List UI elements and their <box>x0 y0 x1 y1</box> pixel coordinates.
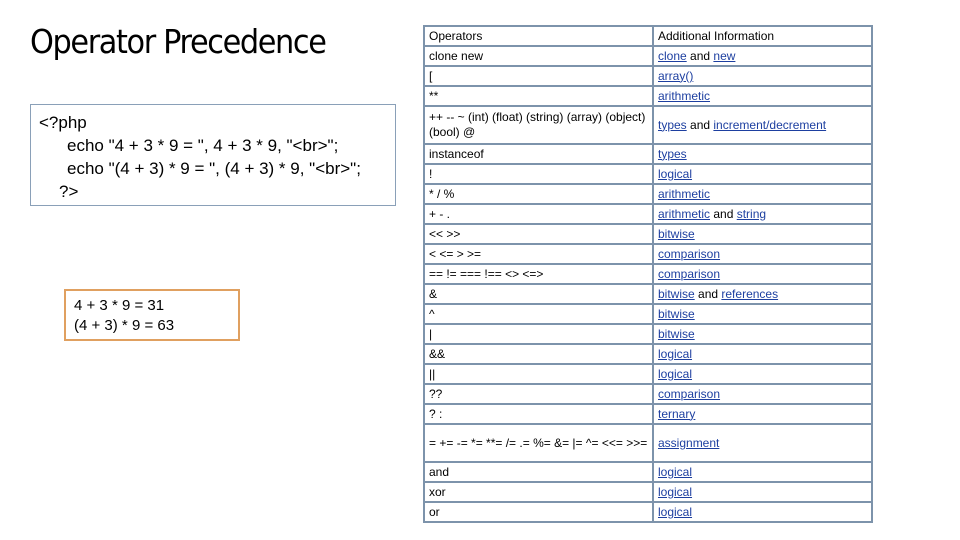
info-cell <box>653 502 872 522</box>
info-cell <box>653 344 872 364</box>
info-cell <box>653 46 872 66</box>
info-cell <box>653 482 872 502</box>
page-title: Operator Precedence <box>30 22 326 61</box>
info-cell <box>653 404 872 424</box>
table-row <box>424 46 872 66</box>
operator-cell: ^ <box>424 304 653 324</box>
info-conjunction: and <box>694 286 722 301</box>
table-header-row <box>424 26 872 46</box>
table-row <box>424 462 872 482</box>
header-operators: Operators <box>424 26 653 46</box>
info-link[interactable]: comparison <box>658 266 721 281</box>
info-cell <box>653 304 872 324</box>
info-cell <box>653 264 872 284</box>
table-row <box>424 184 872 204</box>
info-link[interactable]: logical <box>658 504 693 519</box>
operator-cell: < <= > >= <box>424 244 653 264</box>
info-link[interactable]: bitwise <box>658 326 695 341</box>
table-row <box>424 404 872 424</box>
operator-cell: ? : <box>424 404 653 424</box>
info-cell <box>653 66 872 86</box>
info-link[interactable]: logical <box>658 346 693 361</box>
table-row <box>424 224 872 244</box>
table-row <box>424 344 872 364</box>
info-conjunction: and <box>710 206 737 221</box>
info-cell <box>653 204 872 224</box>
info-cell <box>653 284 872 304</box>
operator-cell: * / % <box>424 184 653 204</box>
info-link[interactable]: logical <box>658 464 693 479</box>
table-row <box>424 86 872 106</box>
code-line: echo "4 + 3 * 9 = ", 4 + 3 * 9, "<br>"; <box>67 136 339 155</box>
operator-table <box>423 25 873 523</box>
info-cell <box>653 184 872 204</box>
operator-cell: ! <box>424 164 653 184</box>
operator-cell: | <box>424 324 653 344</box>
info-link[interactable]: comparison <box>658 386 721 401</box>
operator-cell: ** <box>424 86 653 106</box>
operator-cell: = += -= *= **= /= .= %= &= |= ^= <<= >>= <box>424 424 653 462</box>
operator-cell: or <box>424 502 653 522</box>
header-info: Additional Information <box>653 26 872 46</box>
info-link[interactable]: string <box>736 206 767 221</box>
operator-cell: instanceof <box>424 144 653 164</box>
operator-cell: + - . <box>424 204 653 224</box>
info-cell <box>653 106 872 144</box>
operator-cell: clone new <box>424 46 653 66</box>
code-block <box>30 104 396 206</box>
info-link[interactable]: array() <box>658 68 694 83</box>
table-row <box>424 364 872 384</box>
table-row <box>424 204 872 224</box>
output-line: (4 + 3) * 9 = 63 <box>74 317 175 334</box>
info-link[interactable]: types <box>658 146 687 161</box>
table-row <box>424 66 872 86</box>
info-cell <box>653 164 872 184</box>
operator-cell: << >> <box>424 224 653 244</box>
table-row <box>424 502 872 522</box>
info-link[interactable]: arithmetic <box>658 88 711 103</box>
info-link[interactable]: bitwise <box>658 226 695 241</box>
info-cell <box>653 244 872 264</box>
code-line: <?php <box>39 113 87 132</box>
info-cell <box>653 462 872 482</box>
info-cell <box>653 384 872 404</box>
info-link[interactable]: types <box>658 117 687 132</box>
info-link[interactable]: new <box>713 48 736 63</box>
output-line: 4 + 3 * 9 = 31 <box>74 297 165 314</box>
operator-cell: == != === !== <> <=> <box>424 264 653 284</box>
table-row <box>424 244 872 264</box>
table-row <box>424 264 872 284</box>
info-conjunction: and <box>686 117 714 132</box>
info-link[interactable]: logical <box>658 166 693 181</box>
operator-cell: and <box>424 462 653 482</box>
code-line: echo "(4 + 3) * 9 = ", (4 + 3) * 9, "<br>"; <box>67 159 361 178</box>
info-cell <box>653 144 872 164</box>
info-cell <box>653 324 872 344</box>
info-link[interactable]: arithmetic <box>658 206 711 221</box>
info-link[interactable]: bitwise <box>658 306 695 321</box>
table-row <box>424 424 872 462</box>
info-link[interactable]: assignment <box>658 435 720 450</box>
operator-cell: & <box>424 284 653 304</box>
info-link[interactable]: increment/decrement <box>713 117 827 132</box>
info-link[interactable]: logical <box>658 484 693 499</box>
table-row <box>424 106 872 144</box>
table-row <box>424 304 872 324</box>
info-link[interactable]: logical <box>658 366 693 381</box>
info-link[interactable]: clone <box>658 48 687 63</box>
operator-cell: ?? <box>424 384 653 404</box>
info-link[interactable]: references <box>721 286 779 301</box>
output-block <box>64 289 240 341</box>
info-cell <box>653 424 872 462</box>
operator-cell: && <box>424 344 653 364</box>
operator-cell: [ <box>424 66 653 86</box>
table-row <box>424 164 872 184</box>
code-line: ?> <box>59 182 79 201</box>
info-link[interactable]: ternary <box>658 406 696 421</box>
operator-cell: xor <box>424 482 653 502</box>
info-cell <box>653 86 872 106</box>
info-link[interactable]: bitwise <box>658 286 695 301</box>
info-cell <box>653 224 872 244</box>
info-link[interactable]: comparison <box>658 246 721 261</box>
table-row <box>424 144 872 164</box>
info-conjunction: and <box>686 48 714 63</box>
info-cell <box>653 364 872 384</box>
operator-cell: || <box>424 364 653 384</box>
table-row <box>424 384 872 404</box>
operator-cell: ++ -- ~ (int) (float) (string) (array) (object) (bool) @ <box>424 106 653 144</box>
table-row <box>424 324 872 344</box>
table-row <box>424 482 872 502</box>
table-row <box>424 284 872 304</box>
info-link[interactable]: arithmetic <box>658 186 711 201</box>
